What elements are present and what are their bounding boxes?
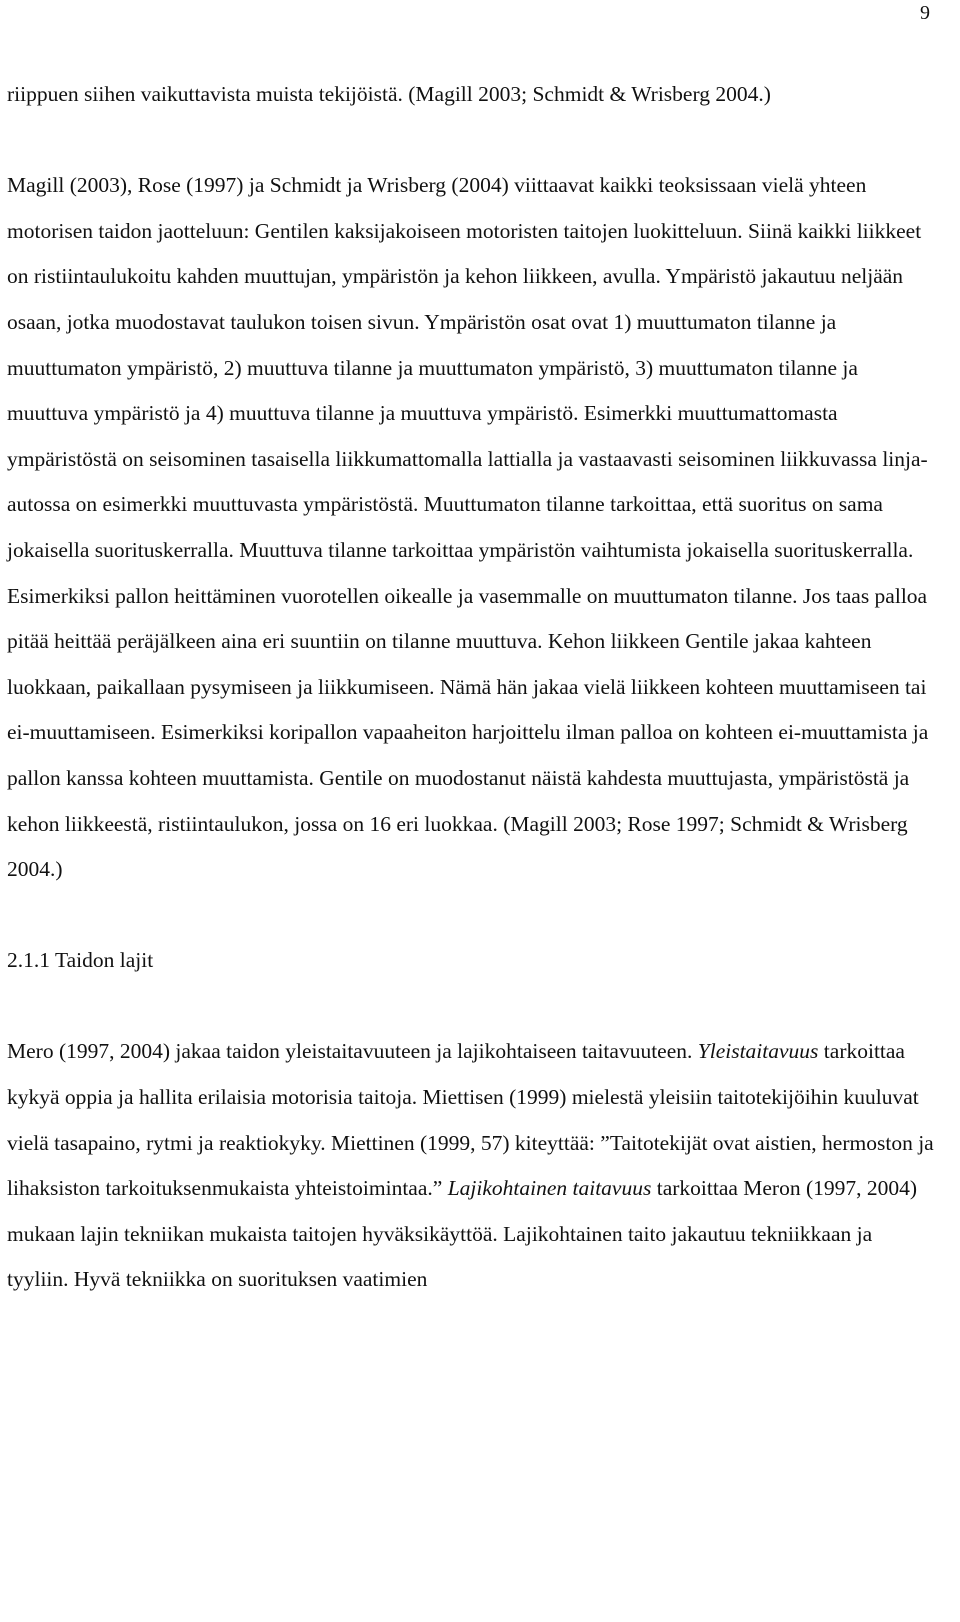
paragraph-2: Magill (2003), Rose (1997) ja Schmidt ja Wrisberg (2004) viittaavat kaikki teoksissaan vielä yhteen motorisen taidon jaotteluun: Gentilen kaksijakoiseen motoristen taitojen luokitteluun. Siinä kaikki liikkeet on ristiintaulukoitu kahden muuttujan, ympäristön ja kehon liikkeen, avulla. Ympäristö jakautuu neljään osaan, jotka muodostavat taulukon toisen sivun. Ympäristön osat ovat 1) muuttumaton tilanne ja muuttumaton ympäristö, 2) muuttuva tilanne ja muuttumaton ympäristö, 3) muuttumaton tilanne ja muuttuva ympäristö ja 4) muuttuva tilanne ja muuttuva ympäristö. Esimerkki muuttumattomasta ympäristöstä on seisominen tasaisella liikkumattomalla lattialla ja vastaavasti seisominen liikkuvassa linja-autossa on esimerkki muuttuvasta ympäristöstä. Muuttumaton tilanne tarkoittaa, että suoritus on sama jokaisella suorituskerralla. Muuttuva tilanne tarkoittaa ympäristön vaihtumista jokaisella suorituskerralla. Esimerkiksi pallon heittäminen vuorotellen oikealle ja vasemmalle on muuttumaton tilanne. Jos taas palloa pitää heittää peräjälkeen aina eri suuntiin on tilanne muuttuva. Kehon liikkeen Gentile jakaa kahteen luokkaan, paikallaan pysymiseen ja liikkumiseen. Nämä hän jakaa vielä liikkeen kohteen muuttamiseen tai ei-muuttamiseen. Esimerkiksi koripallon vapaaheiton harjoittelu ilman palloa on kohteen ei-muuttamista ja pallon kanssa kohteen muuttamista. Gentile on muodostanut näistä kahdesta muuttujasta, ympäristöstä ja kehon liikkeestä, ristiintaulukon, jossa on 16 eri luokkaa. (Magill 2003; Rose 1997; Schmidt & Wrisberg 2004.)	[7, 173, 929, 882]
term-yleistaitavuus: Yleistaitavuus	[697, 1039, 819, 1064]
paragraph-1: riippuen siihen vaikuttavista muista tekijöistä. (Magill 2003; Schmidt & Wrisberg 2004.)	[7, 82, 771, 106]
term-lajikohtainen-taitavuus: Lajikohtainen taitavuus	[447, 1176, 652, 1201]
paragraph-3	[7, 1029, 937, 1303]
document-body	[7, 72, 937, 1303]
paragraph-3-part-3: tarkoittaa Meron (1997, 2004) mukaan lajin tekniikan mukaista taitojen hyväksikäyttöä. Lajikohtainen taito jakautuu tekniikkaan ja tyyliin. Hyvä tekniikka on suorituksen vaatimien	[7, 1176, 918, 1292]
paragraph-3-part-1: Mero (1997, 2004) jakaa taidon yleistaitavuuteen ja lajikohtaiseen taitavuuteen.	[7, 1039, 693, 1064]
page-number: 9	[920, 2, 930, 24]
section-heading: 2.1.1 Taidon lajit	[7, 948, 154, 973]
paragraph-3-part-2: tarkoittaa kykyä oppia ja hallita erilaisia motorisia taitoja. Miettisen (1999) mielestä yleisiin taitotekijöihin kuuluvat vielä tasapaino, rytmi ja reaktiokyky. Miettinen (1999, 57) kiteyttää: ”Taitotekijät ovat aistien, hermoston ja lihaksiston tarkoituksenmukaista yhteistoimintaa.”	[7, 1039, 934, 1201]
